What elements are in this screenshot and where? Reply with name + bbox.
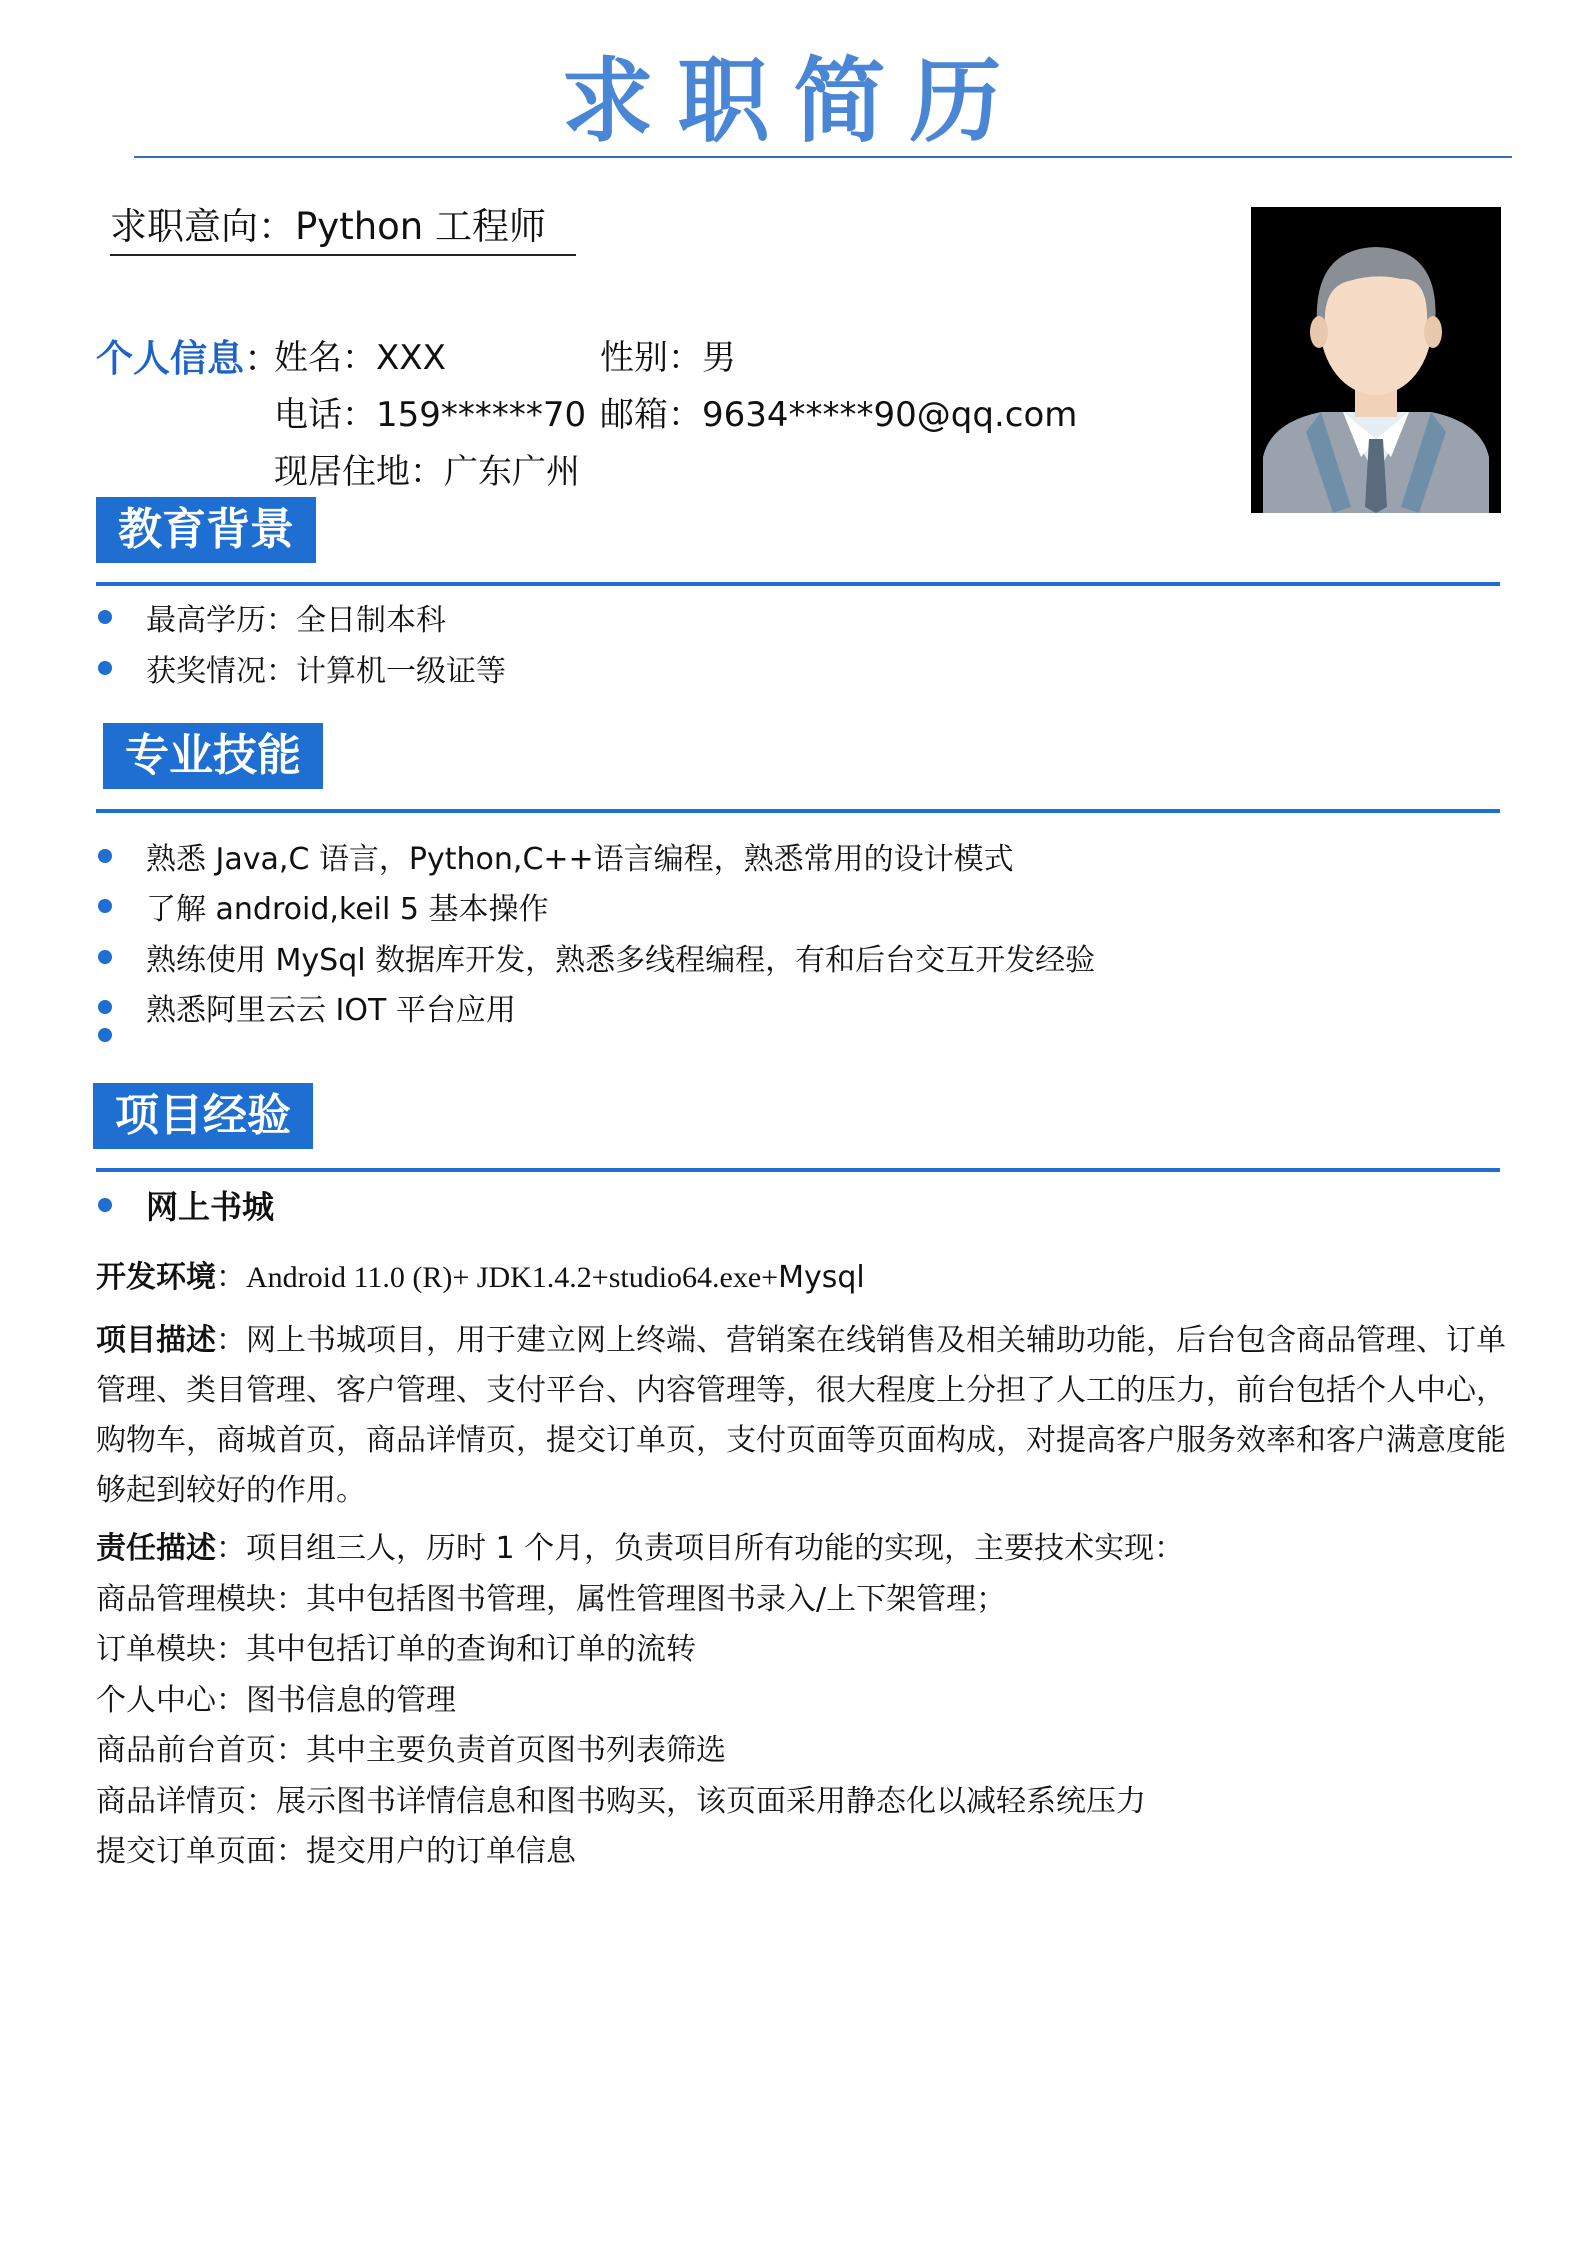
bullet-icon — [98, 950, 112, 964]
module-line: 订单模块：其中包括订单的查询和订单的流转 — [96, 1632, 696, 1667]
education-item-text: 获奖情况：计算机一级证等 — [146, 654, 506, 689]
personal-info-title: 个人信息 — [96, 337, 244, 380]
skill-item-text: 熟悉阿里云云 IOT 平台应用 — [146, 993, 516, 1028]
bullet-icon — [98, 610, 112, 624]
education-rule — [96, 582, 1500, 586]
phone-field: 电话：159******70 — [274, 395, 587, 435]
education-item-text: 最高学历：全日制本科 — [146, 603, 446, 638]
env-colon: ： — [216, 1260, 246, 1295]
responsibility-description — [96, 1523, 1184, 1567]
objective-value: Python 工程师 — [295, 205, 547, 248]
bullet-icon — [98, 1000, 112, 1014]
env-value-tail: Mysql — [778, 1260, 865, 1295]
skill-item-empty — [98, 1028, 146, 1042]
resp-text: ：项目组三人，历时 1 个月，负责项目所有功能的实现，主要技术实现： — [216, 1531, 1185, 1566]
education-heading: 教育背景 — [96, 497, 316, 563]
module-line: 提交订单页面：提交用户的订单信息 — [96, 1834, 576, 1869]
projects-heading: 项目经验 — [93, 1083, 313, 1149]
project-name: 网上书城 — [146, 1188, 275, 1226]
gender-field: 性别：男 — [600, 338, 736, 378]
name-field: 姓名：XXX — [274, 338, 446, 378]
skill-item-text: 了解 android,keil 5 基本操作 — [146, 892, 549, 927]
bullet-icon — [98, 1198, 112, 1212]
objective-label: 求职意向： — [110, 205, 295, 248]
bullet-icon — [98, 661, 112, 675]
env-label: 开发环境 — [96, 1260, 216, 1295]
module-line: 个人中心：图书信息的管理 — [96, 1683, 456, 1718]
skill-item — [98, 985, 516, 1029]
skills-heading: 专业技能 — [103, 723, 323, 789]
person-avatar-icon — [1251, 207, 1501, 513]
module-line: 商品前台首页：其中主要负责首页图书列表筛选 — [96, 1733, 726, 1768]
bullet-icon — [98, 849, 112, 863]
personal-info-label — [96, 328, 281, 382]
module-line: 商品详情页：展示图书详情信息和图书购买，该页面采用静态化以减轻系统压力 — [96, 1784, 1146, 1819]
education-item — [98, 595, 446, 639]
env-value: Android 11.0 (R)+ JDK1.4.2+studio64.exe+ — [246, 1261, 779, 1294]
project-title — [98, 1182, 274, 1228]
education-item — [98, 646, 506, 690]
projects-rule — [96, 1168, 1500, 1172]
bullet-icon — [98, 1028, 112, 1042]
job-objective — [110, 196, 576, 256]
skill-item — [98, 884, 549, 928]
skill-item — [98, 935, 1095, 979]
email-field: 邮箱：9634*****90@qq.com — [600, 395, 1078, 435]
bullet-icon — [98, 899, 112, 913]
title-divider — [134, 156, 1512, 158]
dev-environment — [96, 1252, 865, 1296]
project-description — [96, 1316, 1506, 1516]
module-line: 商品管理模块：其中包括图书管理，属性管理图书录入/上下架管理； — [96, 1582, 1007, 1617]
skill-item-text: 熟悉 Java,C 语言，Python,C++语言编程，熟悉常用的设计模式 — [146, 842, 1014, 877]
personal-info-colon: ： — [244, 337, 281, 380]
resp-label: 责任描述 — [96, 1531, 216, 1566]
skill-item — [98, 834, 1014, 878]
skills-rule — [96, 809, 1500, 813]
profile-photo — [1251, 207, 1501, 513]
address-field: 现居住地：广东广州 — [274, 452, 580, 492]
page-title: 求职简历 — [561, 47, 1026, 155]
desc-text: ：网上书城项目，用于建立网上终端、营销案在线销售及相关辅助功能，后台包含商品管理、订单管理、类目管理、客户管理、支付平台、内容管理等，很大程度上分担了人工的压力，前台包括个人中心，购物车，商城首页，商品详情页，提交订单页，支付页面等页面构成，对提高客户服务效率和客户满意度能够起到较好的作用。 — [96, 1323, 1506, 1508]
skill-item-text: 熟练使用 MySql 数据库开发，熟悉多线程编程，有和后台交互开发经验 — [146, 943, 1096, 978]
desc-label: 项目描述 — [96, 1323, 216, 1358]
